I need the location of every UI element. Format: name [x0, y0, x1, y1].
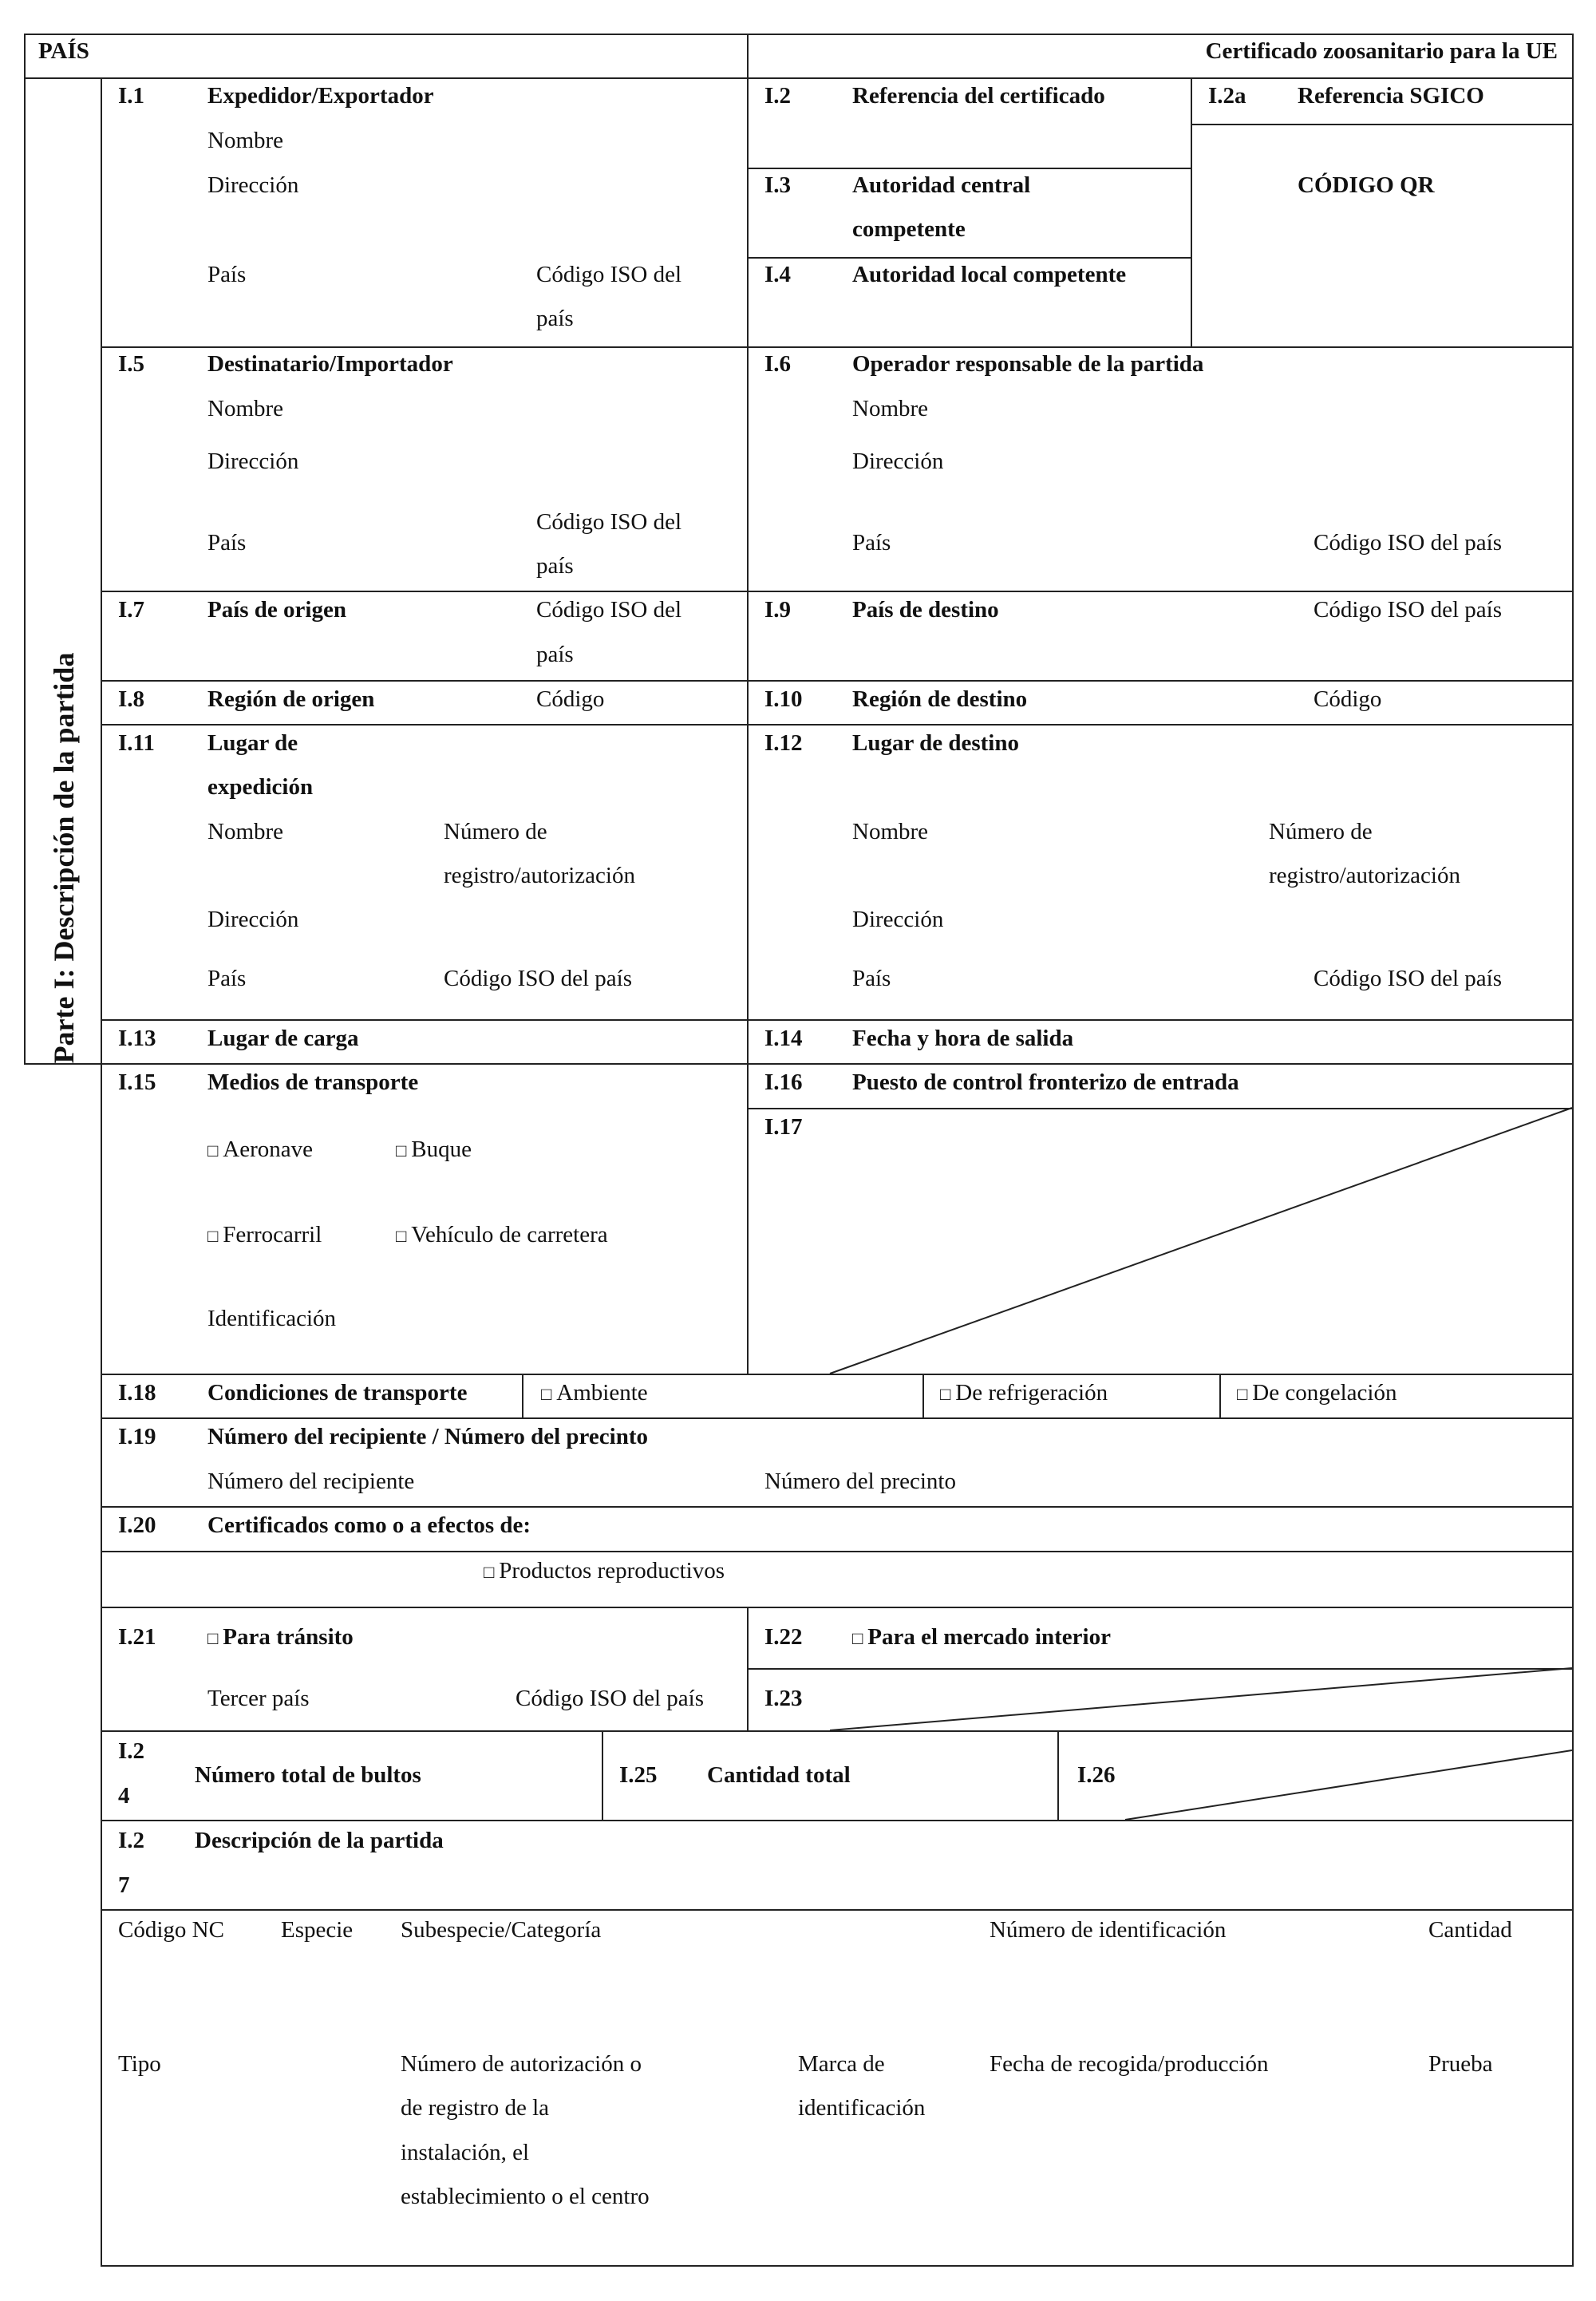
field-code: I.11 — [118, 730, 155, 756]
column-species: Especie — [281, 1917, 354, 1943]
iso-label: Código ISO del país — [1314, 530, 1503, 555]
field-code: I.18 — [118, 1380, 156, 1406]
checkbox-congelacion[interactable] — [1237, 1382, 1396, 1405]
address-label: Dirección — [207, 449, 299, 474]
qr-divider — [1191, 77, 1192, 346]
option-label: Aeronave — [223, 1137, 314, 1162]
country-header: PAÍS — [38, 38, 89, 64]
rule-907 — [101, 724, 1574, 725]
iso-label: Código ISO del — [536, 262, 682, 287]
option-label: Buque — [411, 1137, 472, 1162]
registration-label: registro/autorización — [444, 863, 635, 888]
field-label: Fecha y hora de salida — [852, 1026, 1074, 1051]
option-label: De refrigeración — [955, 1380, 1108, 1406]
identification-label: Identificación — [207, 1306, 337, 1331]
column-test: Prueba — [1428, 2051, 1493, 2077]
field-code: I.2a — [1208, 83, 1246, 109]
i26-diagonal — [1125, 1750, 1572, 1820]
checkbox-icon: □ — [207, 1141, 219, 1160]
field-code: I.23 — [764, 1686, 803, 1711]
iso-label: Código ISO del — [536, 509, 682, 535]
checkbox-aeronave[interactable] — [207, 1138, 313, 1161]
country-label: País — [207, 966, 247, 991]
field-label: Condiciones de transporte — [207, 1380, 468, 1406]
address-label: Dirección — [207, 907, 299, 932]
name-label: Nombre — [852, 396, 929, 421]
field-code: I.13 — [118, 1026, 156, 1051]
field-label: Expedidor/Exportador — [207, 83, 434, 109]
i17-diagonal — [830, 1108, 1572, 1374]
i24-div — [602, 1730, 603, 1820]
rule-2392 — [101, 1909, 1574, 1911]
mid-divider-1 — [747, 34, 749, 1374]
iso-label: Código ISO del — [536, 597, 682, 623]
field-label: Número del recipiente / Número del precinto — [207, 1424, 648, 1449]
field-code: I.17 — [764, 1114, 803, 1140]
field-code: I.19 — [118, 1424, 156, 1449]
rule-1887 — [101, 1506, 1574, 1508]
column-type: Tipo — [118, 2051, 161, 2077]
column-collection-date: Fecha de recogida/producción — [990, 2051, 1269, 2077]
name-label: Nombre — [207, 396, 284, 421]
field-code: I.3 — [764, 172, 792, 198]
i18-div-2 — [922, 1374, 924, 1417]
field-code: I.9 — [764, 597, 792, 623]
address-label: Dirección — [852, 907, 944, 932]
code-label: Código — [536, 686, 605, 712]
field-label: Referencia del certificado — [852, 83, 1105, 109]
checkbox-transito[interactable] — [207, 1626, 354, 1649]
field-label: competente — [852, 216, 966, 242]
registration-label: Número de — [1269, 819, 1373, 844]
field-code: I.15 — [118, 1069, 156, 1095]
column-id-number: Número de identificación — [990, 1917, 1227, 1943]
checkbox-icon: □ — [207, 1226, 219, 1246]
field-label: Lugar de — [207, 730, 298, 756]
field-label: Autoridad local competente — [852, 262, 1127, 287]
rule-1776 — [101, 1417, 1574, 1419]
rule-i2a — [1191, 124, 1572, 125]
name-label: Nombre — [207, 819, 284, 844]
i25-div — [1057, 1730, 1059, 1820]
rule-2280 — [101, 1820, 1574, 1821]
checkbox-vehiculo[interactable] — [396, 1224, 608, 1247]
field-code: I.6 — [764, 351, 792, 377]
field-code: I.10 — [764, 686, 803, 712]
rule-header — [24, 77, 1574, 79]
i18-div-3 — [1219, 1374, 1221, 1417]
iso-label: Código ISO del país — [1314, 597, 1503, 623]
checkbox-icon: □ — [852, 1628, 863, 1648]
field-label: Para el mercado interior — [867, 1624, 1111, 1650]
column-cn-code: Código NC — [118, 1917, 224, 1943]
column-approval: instalación, el — [401, 2140, 530, 2165]
rule-1943 — [101, 1551, 1574, 1552]
field-label: Operador responsable de la partida — [852, 351, 1204, 377]
field-label: expedición — [207, 774, 314, 800]
column-quantity: Cantidad — [1428, 1917, 1512, 1943]
field-code: I.4 — [764, 262, 792, 287]
iso-label: país — [536, 306, 574, 331]
rule-i3-i4 — [747, 257, 1191, 259]
rule-1332 — [101, 1063, 1574, 1065]
field-code: I.12 — [764, 730, 803, 756]
option-label: Ferrocarril — [223, 1222, 322, 1247]
third-country-label: Tercer país — [207, 1686, 310, 1711]
field-label: Certificados como o a efectos de: — [207, 1512, 531, 1538]
rule-1277 — [101, 1019, 1574, 1021]
rule-i2-i3 — [747, 168, 1191, 169]
rule-1721 — [101, 1374, 1574, 1375]
field-code: I.21 — [118, 1624, 156, 1650]
country-label: País — [207, 262, 247, 287]
field-code: I.7 — [118, 597, 145, 623]
field-code: I.2 — [118, 1738, 145, 1764]
column-approval: establecimiento o el centro — [401, 2184, 650, 2209]
iso-label: Código ISO del país — [1314, 966, 1503, 991]
i23-diagonal — [830, 1668, 1572, 1730]
column-approval: Número de autorización o — [401, 2051, 642, 2077]
checkbox-icon: □ — [940, 1384, 951, 1404]
field-label: Destinatario/Importador — [207, 351, 453, 377]
iso-label: país — [536, 553, 574, 579]
field-label: Descripción de la partida — [195, 1828, 444, 1853]
field-code: I.8 — [118, 686, 145, 712]
field-label: País de origen — [207, 597, 346, 623]
field-code: I.5 — [118, 351, 145, 377]
frame-top — [24, 34, 1574, 35]
checkbox-ambiente[interactable] — [541, 1382, 648, 1405]
country-label: País — [207, 530, 247, 555]
part-title: Parte I: Descripción de la partida — [48, 652, 80, 1064]
field-code: 4 — [118, 1783, 130, 1809]
field-code: 7 — [118, 1872, 130, 1898]
country-label: País — [852, 530, 891, 555]
frame-left-outer — [24, 34, 26, 1063]
registration-label: Número de — [444, 819, 547, 844]
column-id-mark: identificación — [798, 2095, 926, 2121]
field-label: Lugar de carga — [207, 1026, 359, 1051]
field-label: Medios de transporte — [207, 1069, 419, 1095]
field-code: I.2 — [118, 1828, 145, 1853]
name-label: Nombre — [207, 128, 284, 153]
checkbox-mercado-interior[interactable] — [852, 1626, 1111, 1649]
address-label: Dirección — [207, 172, 299, 198]
field-label: Cantidad total — [707, 1762, 851, 1788]
field-code: I.14 — [764, 1026, 803, 1051]
option-label: Vehículo de carretera — [411, 1222, 608, 1247]
rule-2090 — [747, 1668, 1574, 1670]
field-label: Número total de bultos — [195, 1762, 421, 1788]
iso-label: Código ISO del país — [516, 1686, 705, 1711]
checkbox-icon: □ — [1237, 1384, 1248, 1404]
column-subspecies: Subespecie/Categoría — [401, 1917, 602, 1943]
checkbox-icon: □ — [396, 1226, 407, 1246]
registration-label: registro/autorización — [1269, 863, 1460, 888]
rule-852 — [101, 680, 1574, 682]
checkbox-icon: □ — [207, 1628, 219, 1648]
iso-label: país — [536, 642, 574, 667]
checkbox-icon: □ — [396, 1141, 407, 1160]
field-code: I.1 — [118, 83, 145, 109]
checkbox-ferrocarril[interactable] — [207, 1224, 322, 1247]
rule-2168 — [101, 1730, 1574, 1732]
rule-2013 — [101, 1607, 1574, 1608]
field-code: I.20 — [118, 1512, 156, 1538]
rule-1388 — [747, 1108, 1574, 1109]
frame-bottom — [101, 2265, 1574, 2267]
checkbox-icon: □ — [541, 1384, 552, 1404]
column-id-mark: Marca de — [798, 2051, 885, 2077]
container-number-label: Número del recipiente — [207, 1469, 415, 1494]
i18-div-1 — [522, 1374, 523, 1417]
field-code: I.26 — [1077, 1762, 1116, 1788]
iso-label: Código ISO del país — [444, 966, 633, 991]
field-label: Referencia SGICO — [1298, 83, 1484, 109]
option-label: De congelación — [1252, 1380, 1397, 1406]
field-label: Autoridad central — [852, 172, 1031, 198]
certificate-type: Certificado zoosanitario para la UE — [1205, 38, 1558, 64]
checkbox-refrigeracion[interactable] — [940, 1382, 1108, 1405]
option-label: Ambiente — [556, 1380, 648, 1406]
frame-left-inner — [101, 77, 102, 2267]
frame-right — [1572, 34, 1574, 2267]
field-label: País de destino — [852, 597, 999, 623]
rule-740 — [101, 591, 1574, 592]
qr-code-placeholder: CÓDIGO QR — [1298, 172, 1435, 198]
field-code: I.2 — [764, 83, 792, 109]
field-label: Para tránsito — [223, 1624, 354, 1650]
rule-434 — [101, 346, 1574, 348]
checkbox-productos-reproductivos[interactable] — [484, 1560, 725, 1583]
seal-number-label: Número del precinto — [764, 1469, 956, 1494]
address-label: Dirección — [852, 449, 944, 474]
field-label: Lugar de destino — [852, 730, 1019, 756]
code-label: Código — [1314, 686, 1382, 712]
field-code: I.16 — [764, 1069, 803, 1095]
checkbox-buque[interactable] — [396, 1138, 472, 1161]
field-label: Región de destino — [852, 686, 1028, 712]
column-approval: de registro de la — [401, 2095, 550, 2121]
name-label: Nombre — [852, 819, 929, 844]
option-label: Productos reproductivos — [499, 1558, 725, 1583]
checkbox-icon: □ — [484, 1562, 495, 1582]
field-code: I.25 — [619, 1762, 658, 1788]
field-label: Puesto de control fronterizo de entrada — [852, 1069, 1239, 1095]
field-code: I.22 — [764, 1624, 803, 1650]
country-label: País — [852, 966, 891, 991]
field-label: Región de origen — [207, 686, 375, 712]
